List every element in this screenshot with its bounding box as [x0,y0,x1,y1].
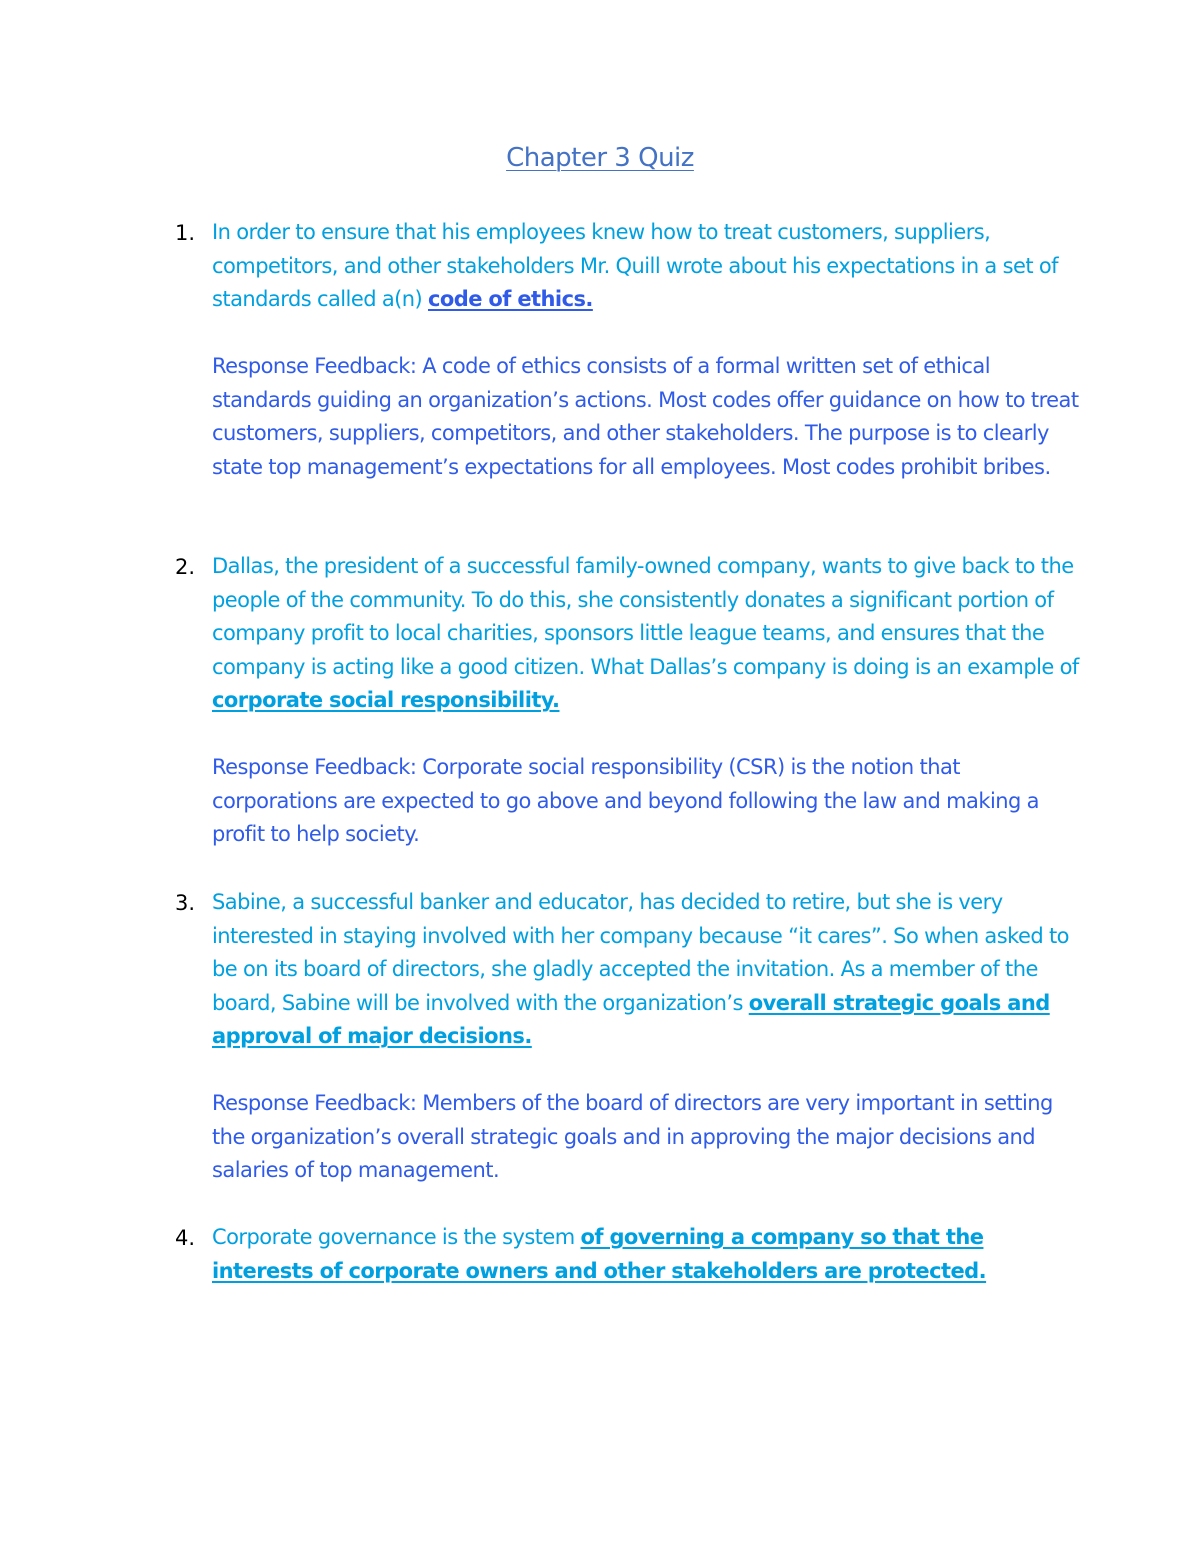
question-prompt: Corporate governance is the system [212,1225,581,1249]
question-number: 3. [175,891,196,915]
question-prompt: Dallas, the president of a successful family-owned company, wants to give back to the people of the community. To do this, she consistently donates a significant portion of company profit to local charities, sponsors little league teams, and ensures that the company is acting like a good citizen. What Dallas’s company is doing is an example of [212,554,1079,679]
response-feedback: Response Feedback: Corporate social responsibility (CSR) is the notion that corporations are expected to go above and beyond following the law and making a profit to help society. [212,755,1039,847]
question-number: 2. [175,555,196,579]
question-number: 1. [175,221,196,245]
page-title: Chapter 3 Quiz [506,143,694,173]
response-feedback: Response Feedback: A code of ethics consists of a formal written set of ethical standards guiding an organization’s actions. Most codes offer guidance on how to treat customers, suppliers, competitors, and other stakeholders. The purpose is to clearly state top management’s expectations for all employees. Most codes prohibit bribes. [212,354,1079,479]
response-feedback: Response Feedback: Members of the board of directors are very important in setting the organization’s overall strategic goals and in approving the major decisions and salaries of top management. [212,1091,1053,1183]
question-text [212,886,1082,1054]
question-answer: of governing a company so that the interests of corporate owners and other stakeholders are protected. [212,1225,987,1283]
question-text [212,1221,1082,1288]
question-text [212,550,1082,718]
question-number: 4. [175,1226,196,1250]
question-prompt: Sabine, a successful banker and educator, has decided to retire, but she is very interested in staying involved with her company because “it cares”. So when asked to be on its board of directors, she gladly accepted the invitation. As a member of the board, Sabine will be involved with the organization’s [212,890,1069,1015]
question-answer: code of ethics. [428,287,593,312]
question-prompt: In order to ensure that his employees knew how to treat customers, suppliers, competitors, and other stakeholders Mr. Quill wrote about his expectations in a set of standards called a(n) [212,220,1058,312]
question-text [212,216,1082,317]
question-answer: corporate social responsibility. [212,688,560,713]
question-answer: overall strategic goals and approval of major decisions. [212,990,1050,1049]
